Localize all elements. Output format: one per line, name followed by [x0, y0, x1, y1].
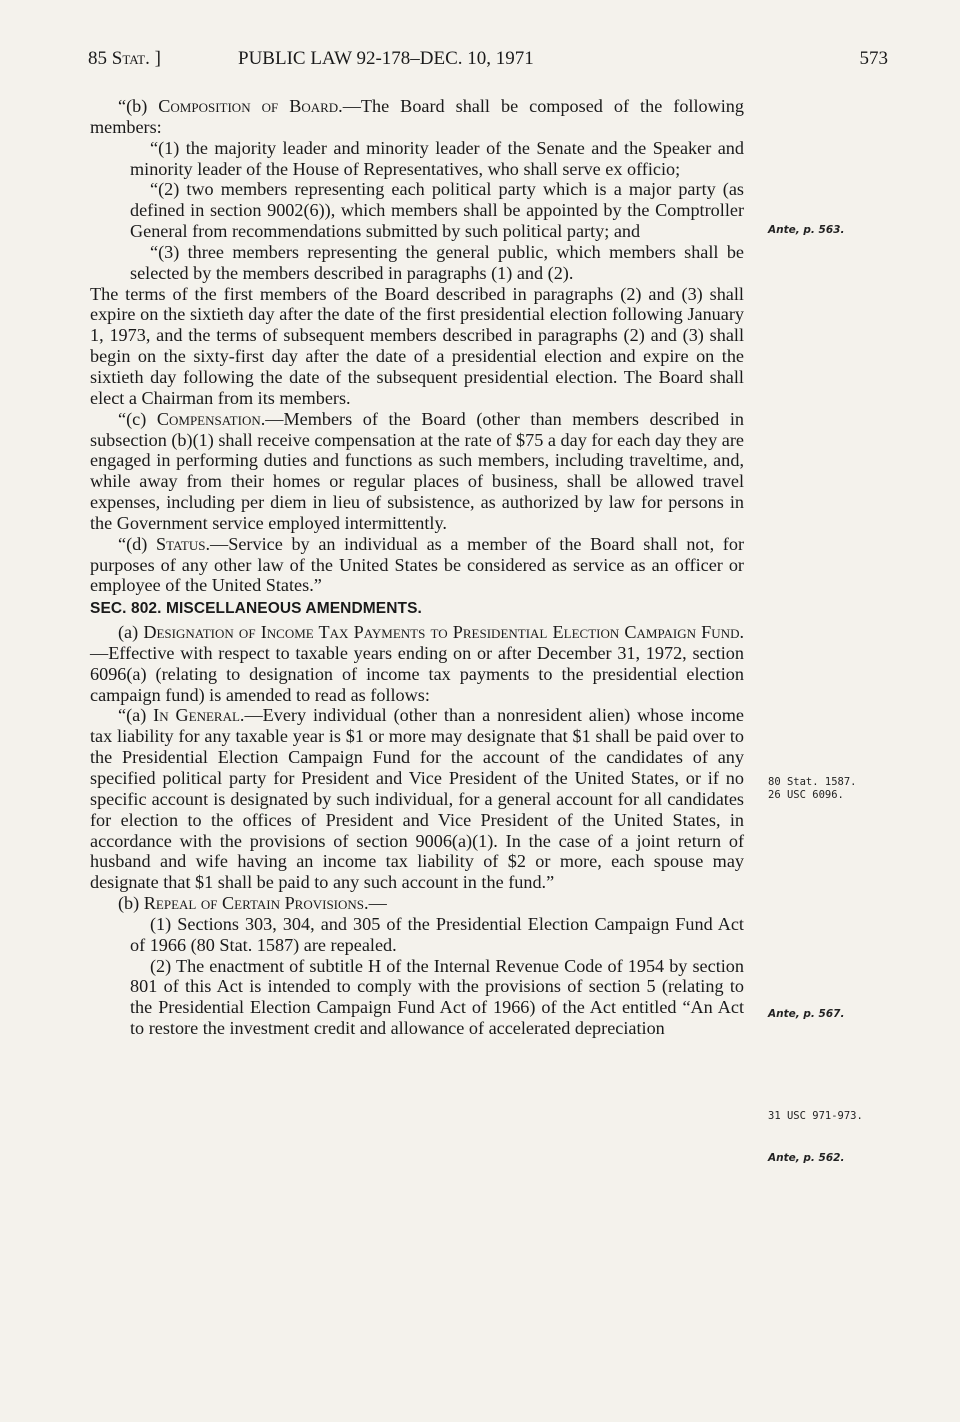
- header-law-title: PUBLIC LAW 92-178–DEC. 10, 1971: [238, 48, 534, 69]
- margin-note-ante-567: Ante, p. 567.: [768, 1008, 845, 1020]
- margin-note-usc-971: 31 USC 971-973.: [768, 1110, 863, 1122]
- page-header: [88, 48, 888, 76]
- body-text: [90, 96, 744, 1039]
- margin-note-ante-562: Ante, p. 562.: [768, 1152, 845, 1164]
- heading-composition-of-board: Composition of Board.: [158, 96, 343, 116]
- heading-status: Status.: [155, 533, 211, 554]
- paragraph-d-status: “(d) Status.—Service by an individual as a member of the Board shall not, for purposes of any other law of the United States be considered as service as an officer or employee of the United States.”: [90, 533, 744, 596]
- paragraph-b-composition: “(b) Composition of Board.—The Board shall be composed of the following members:: [90, 96, 744, 137]
- paragraph-b2: “(2) two members representing each political party which is a major party (as defined in section 9002(6)), which members shall be appointed by the Comptroller General from recommendations submitted by such political party; and: [130, 179, 744, 242]
- paragraph-repeal-1: (1) Sections 303, 304, and 305 of the Presidential Election Campaign Fund Act of 1966 (80 Stat. 1587) are repealed.: [130, 913, 744, 955]
- paragraph-b-repeal: (b) Repeal of Certain Provisions.—: [118, 893, 387, 914]
- paragraph-a-designation: (a) Designation of Income Tax Payments to Presidential Election Campaign Fund.—Effective with respect to taxable years ending on or after December 31, 1972, section 6096(a) (relating to designation of income tax payments to the presidential election campaign fund) is amended to read as follows:: [90, 622, 745, 705]
- paragraph-c-compensation: “(c) Compensation.—Members of the Board (other than members described in subsection (b)(1) shall receive compensation at the rate of $75 a day for each day they are engaged in performing duties and functions as such members, including traveltime, and, while away from their homes or regular places of business, shall be allowed travel expenses, including per diem in lieu of subsistence, as authorized by law for persons in the Government service employed intermittently.: [90, 408, 744, 533]
- heading-designation: Designation of Income Tax Payments to Presidential Election Campaign Fund.: [143, 622, 745, 643]
- paragraph-repeal-2: (2) The enactment of subtitle H of the Internal Revenue Code of 1954 by section 801 of this Act is intended to comply with the provisions of section 5 (relating to the Presidential Election Campaign Fund Act of 1966) of the Act entitled “An Act to restore the investment credit and allowance of accelerated depreciation: [130, 955, 744, 1039]
- section-heading-802: SEC. 802. MISCELLANEOUS AMENDMENTS.: [90, 600, 422, 618]
- paragraph-b3: “(3) three members representing the general public, which members shall be selected by the members described in paragraphs (1) and (2).: [130, 241, 744, 283]
- header-page-number: 573: [859, 48, 888, 69]
- heading-repeal: Repeal of Certain Provisions.: [143, 893, 369, 914]
- paragraph-a-in-general: “(a) In General.—Every individual (other than a nonresident alien) whose income tax liability for any taxable year is $1 or more may designate that $1 shall be paid over to the Presidential Election Campaign Fund for the account of the candidates of any specified political party for President and Vice President of the United States, or if no specific account is designated by such individual, for a general account for all candidates for election to the offices of President and Vice President of the United States, in accordance with the provisions of section 9006(a)(1). In the case of a joint return of husband and wife having an income tax liability of $2 or more, each spouse may designate that $1 shall be paid to any such account in the fund.”: [90, 705, 744, 893]
- margin-note-usc-6096: 26 USC 6096.: [768, 789, 844, 801]
- header-statute-reference: 85 Stat. ]: [88, 48, 161, 69]
- paragraph-terms: The terms of the first members of the Board described in paragraphs (2) and (3) shall expire on the sixtieth day after the date of the first presidential election following January 1, 1973, and the terms of subsequent members described in paragraphs (2) and (3) shall begin on the sixty-first day after the date of a presidential election and expire on the sixtieth day following the date of the subsequent presidential election. The Board shall elect a Chairman from its members.: [90, 283, 744, 408]
- margin-note-ante-563: Ante, p. 563.: [768, 224, 845, 236]
- margin-note-stat-1587: 80 Stat. 1587.: [768, 776, 857, 788]
- heading-in-general: In General.: [153, 705, 245, 726]
- heading-compensation: Compensation.: [156, 408, 266, 429]
- paragraph-b1: “(1) the majority leader and minority leader of the Senate and the Speaker and minority leader of the House of Representatives, who shall serve ex officio;: [130, 137, 744, 179]
